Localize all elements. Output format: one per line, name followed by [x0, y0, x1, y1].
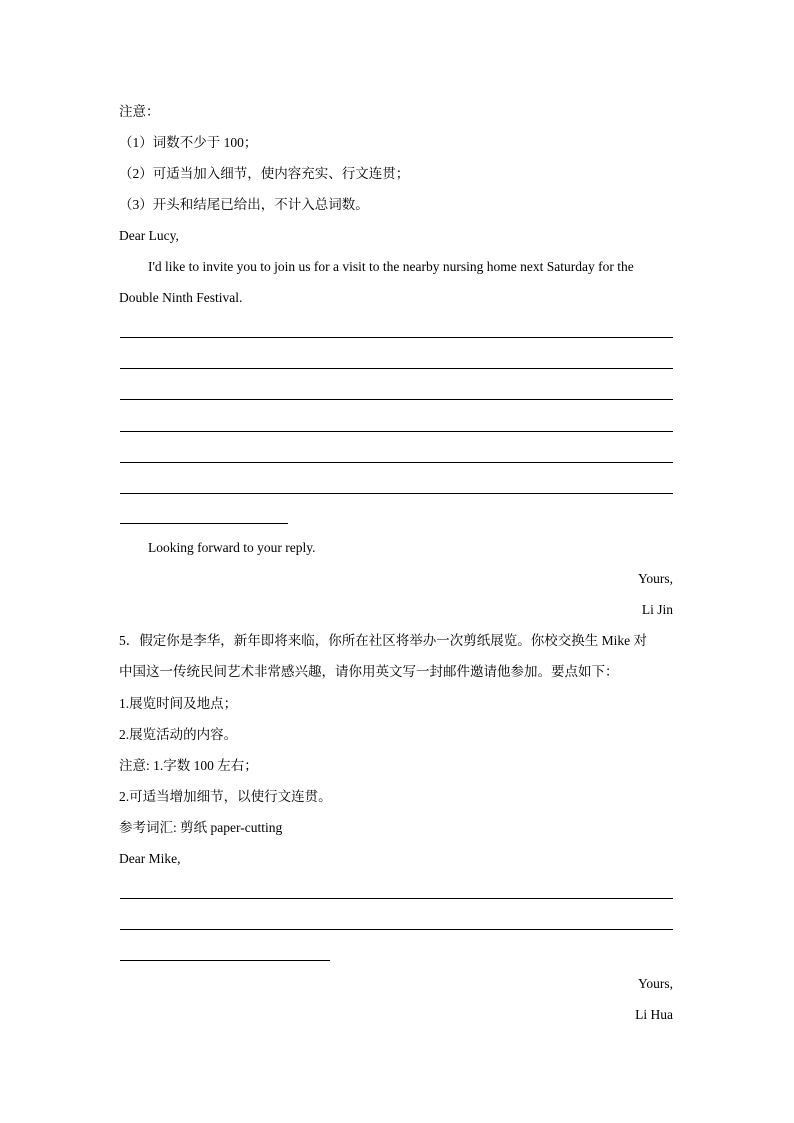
letter-signature: Li Jin — [641, 602, 673, 617]
writing-line[interactable] — [120, 368, 673, 369]
writing-line[interactable] — [120, 929, 673, 930]
writing-line-short[interactable] — [120, 523, 288, 524]
notes-title: 注意： — [119, 104, 160, 119]
letter-signature: Li Hua — [635, 1007, 673, 1022]
note-item: 2.可适当增加细节，以使行文连贯。 — [119, 789, 332, 804]
note-item: （2）可适当加入细节，使内容充实、行文连贯； — [119, 166, 410, 181]
letter-opening: Double Ninth Festival. — [119, 290, 243, 305]
point-item: 2.展览活动的内容。 — [119, 727, 238, 742]
note-item: （3）开头和结尾已给出，不计入总词数。 — [119, 197, 369, 212]
writing-line[interactable] — [120, 399, 673, 400]
question-prompt: 5．假定你是李华，新年即将来临，你所在社区将举办一次剪纸展览。你校交换生 Mike 对 — [119, 633, 647, 648]
writing-line[interactable] — [120, 431, 673, 432]
vocab-hint: 参考词汇: 剪纸 paper-cutting — [119, 820, 283, 835]
letter-greeting: Dear Lucy, — [119, 228, 179, 243]
writing-line[interactable] — [120, 493, 673, 494]
writing-line[interactable] — [120, 462, 673, 463]
point-item: 1.展览时间及地点； — [119, 696, 238, 711]
writing-line[interactable] — [120, 898, 673, 899]
question-prompt: 中国这一传统民间艺术非常感兴趣，请你用英文写一封邮件邀请他参加。要点如下： — [119, 664, 619, 679]
letter-closing: Looking forward to your reply. — [148, 540, 316, 555]
letter-opening: I'd like to invite you to join us for a visit to the nearby nursing home next Saturday for the — [148, 259, 634, 274]
letter-signoff: Yours, — [637, 976, 673, 991]
writing-line-short[interactable] — [120, 960, 330, 961]
letter-signoff: Yours, — [637, 571, 673, 586]
note-item: 注意: 1.字数 100 左右； — [119, 758, 258, 773]
letter-greeting: Dear Mike, — [119, 851, 181, 866]
writing-line[interactable] — [120, 337, 673, 338]
note-item: （1）词数不少于 100； — [119, 135, 258, 150]
